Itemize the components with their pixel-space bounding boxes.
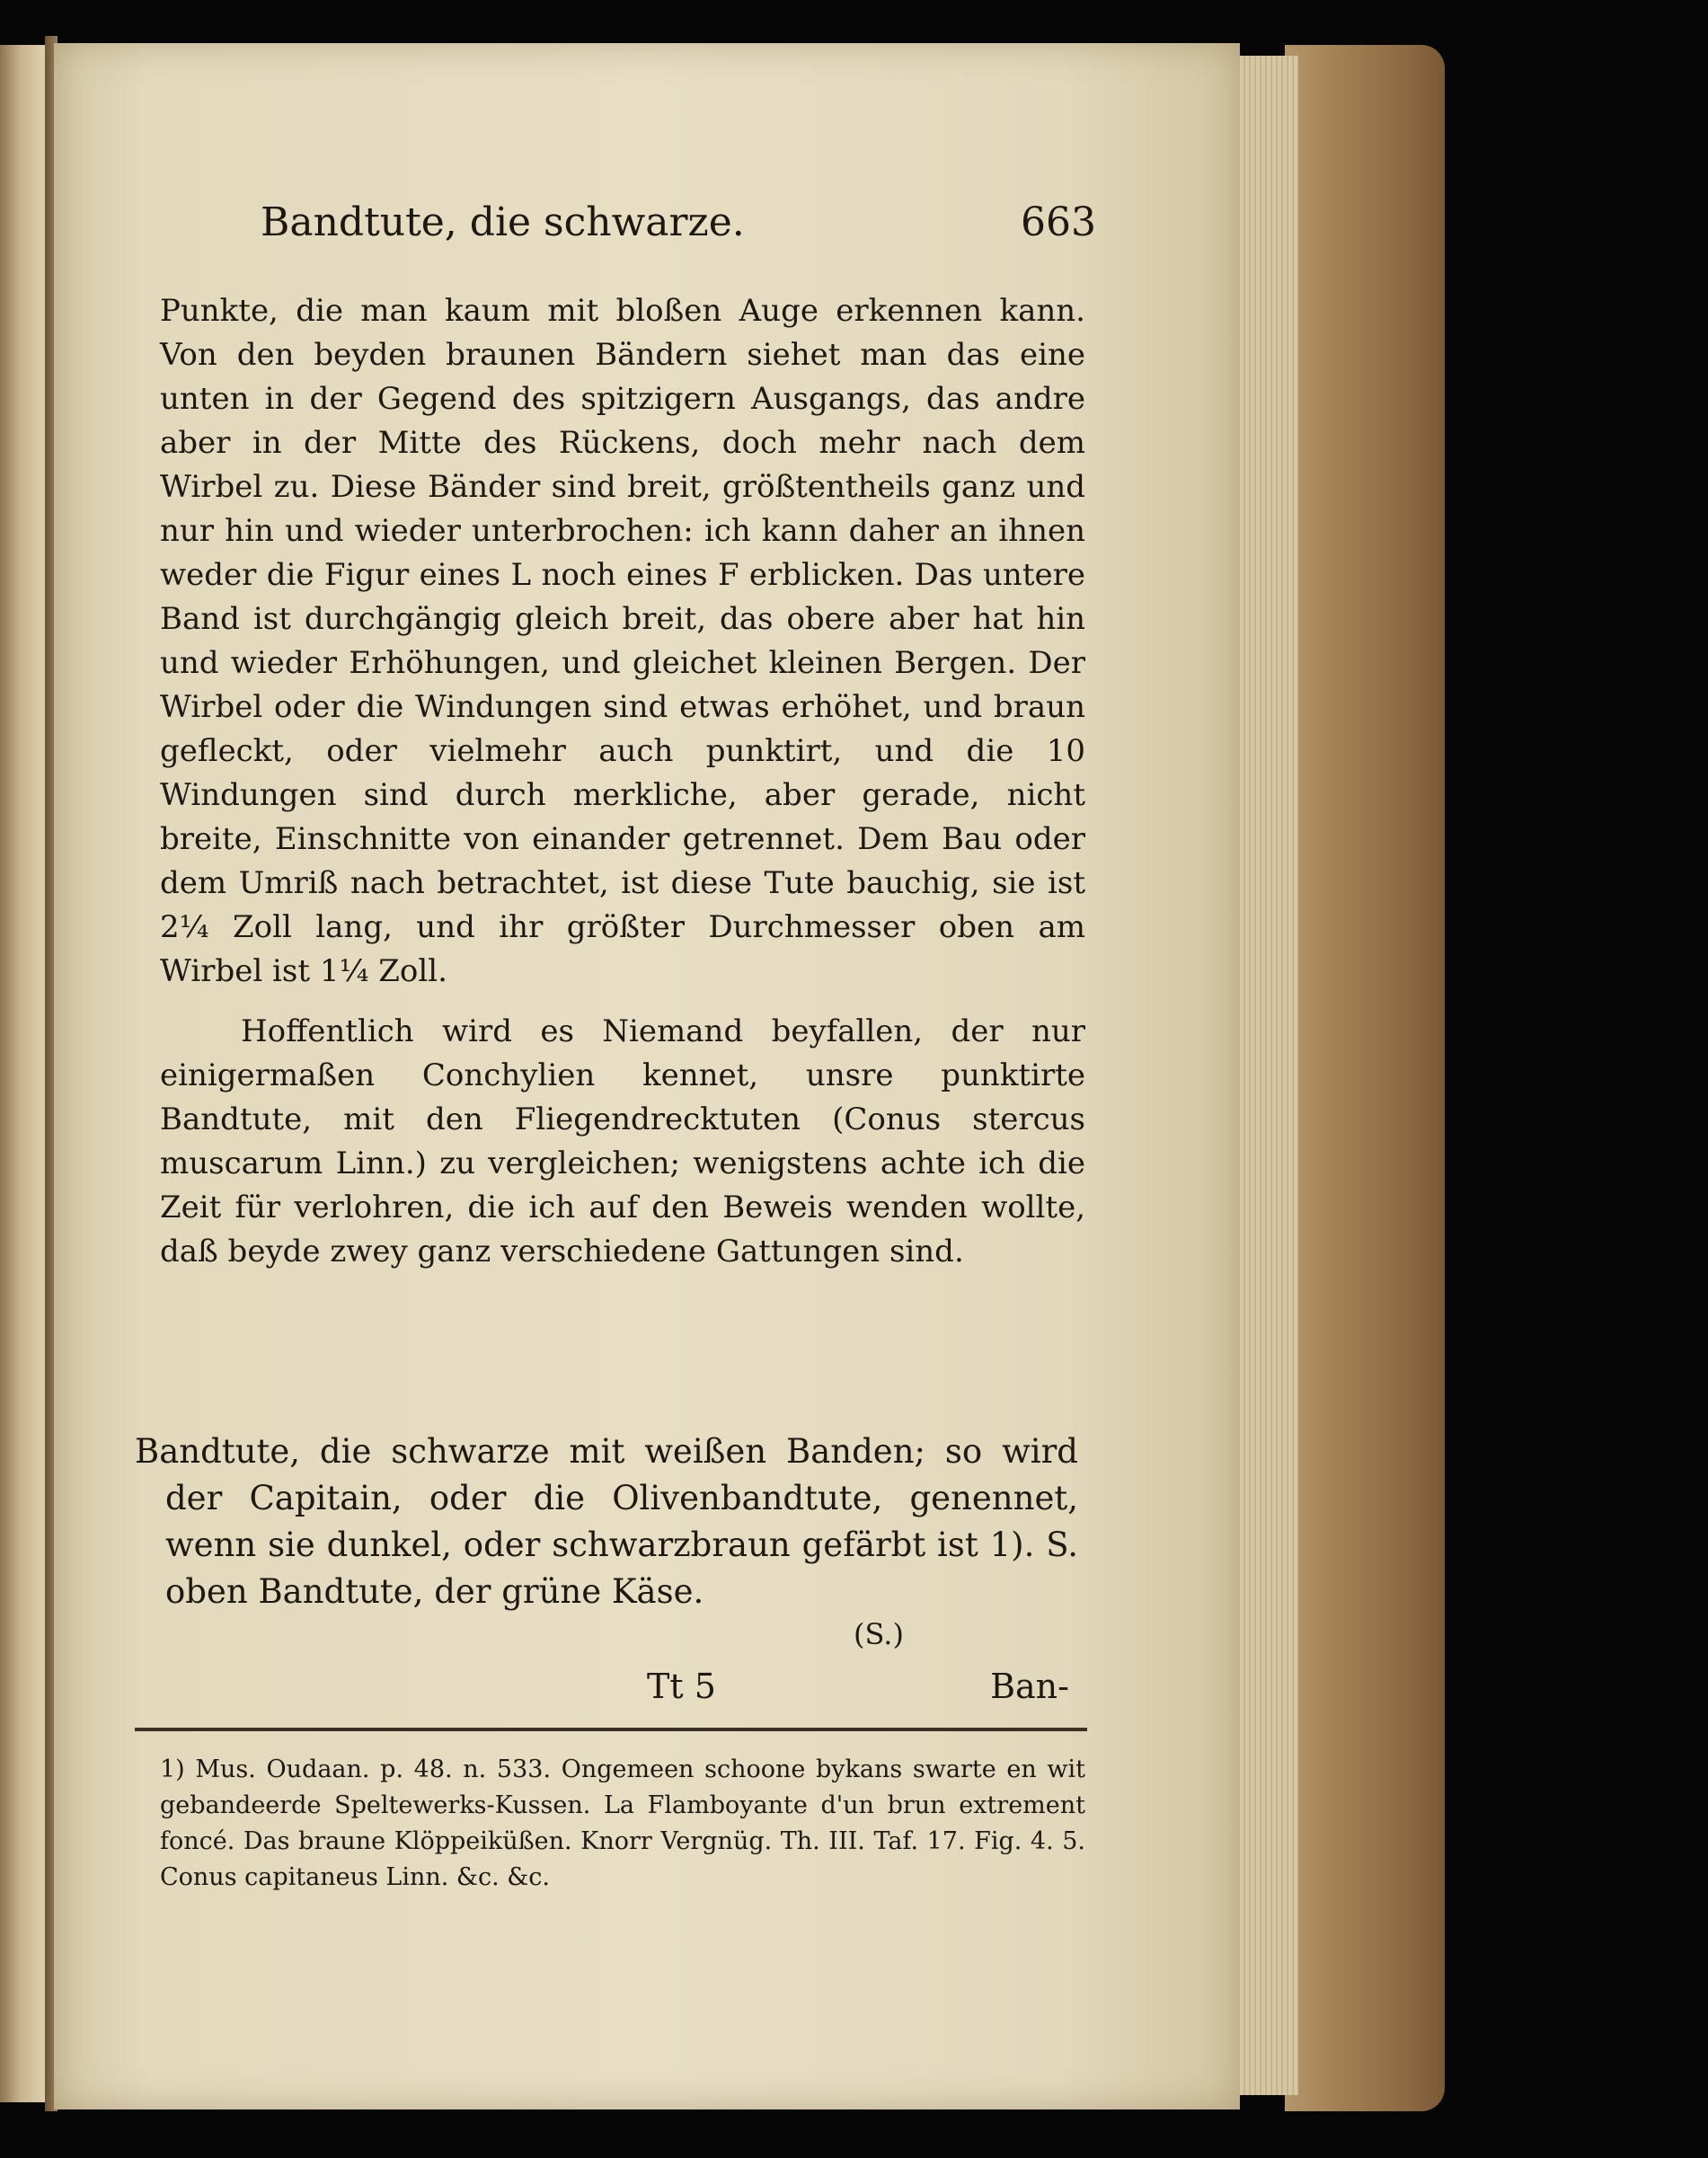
running-header (261, 190, 1096, 253)
catchword: Ban- (990, 1667, 1069, 1706)
main-text (160, 289, 1085, 1274)
author-signature: (S.) (854, 1617, 904, 1651)
facing-page-edge (0, 45, 45, 2102)
header-title: Bandtute, die schwarze. (261, 199, 745, 245)
paragraph-2: Hoffentlich wird es Niemand beyfallen, der nur einigermaßen Conchylien kennet, unsre punktirte Bandtute, mit den Fliegendrecktuten (Conus stercus muscarum Linn.) zu vergleichen; wenigstens achte ich die Zeit für verlohren, die ich auf den Beweis wenden wollte, daß beyde zwey ganz verschiedene Gattungen sind. (160, 1013, 1085, 1269)
page-stack-edges (1235, 56, 1298, 2095)
footnote (160, 1752, 1085, 1896)
new-entry (135, 1428, 1078, 1615)
footnote-rule (135, 1728, 1087, 1731)
entry-text: Bandtute, die schwarze mit weißen Banden; so wird der Capitain, oder die Olivenbandtute, genennet, wenn sie dunkel, oder schwarzbraun gefärbt ist 1). S. oben Bandtute, der grüne Käse. (135, 1432, 1078, 1611)
paragraph-1: Punkte, die man kaum mit bloßen Auge erkennen kann. Von den beyden braunen Bändern siehet man das eine unten in der Gegend des spitzigern Ausgangs, das andre aber in der Mitte des Rückens, doch mehr nach dem Wirbel zu. Diese Bänder sind breit, größtentheils ganz und nur hin und wieder unterbrochen: ich kann daher an ihnen weder die Figur eines L noch eines F erblicken. Das untere Band ist durchgängig gleich breit, das obere aber hat hin und wieder Erhöhungen, und gleichet kleinen Bergen. Der Wirbel oder die Windungen sind etwas erhöhet, und braun gefleckt, oder vielmehr auch punktirt, und die 10 Windungen sind durch merkliche, aber gerade, nicht breite, Einschnitte von einander getrennet. Dem Bau oder dem Umriß nach betrachtet, ist diese Tute bauchig, sie ist 2¼ Zoll lang, und ihr größter Durchmesser oben am Wirbel ist 1¼ Zoll. (160, 293, 1085, 989)
signature-mark: Tt 5 (647, 1667, 716, 1706)
catchline (647, 1667, 1069, 1706)
page-number: 663 (1021, 199, 1096, 245)
footnote-text: 1) Mus. Oudaan. p. 48. n. 533. Ongemeen schoone bykans swarte en wit gebandeerde Speltewerks-Kussen. La Flamboyante d'un brun extrement foncé. Das braune Klöppeiküßen. Knorr Vergnüg. Th. III. Taf. 17. Fig. 4. 5. Conus capitaneus Linn. &c. &c. (160, 1756, 1085, 1891)
book-cover-edge (1285, 45, 1445, 2111)
